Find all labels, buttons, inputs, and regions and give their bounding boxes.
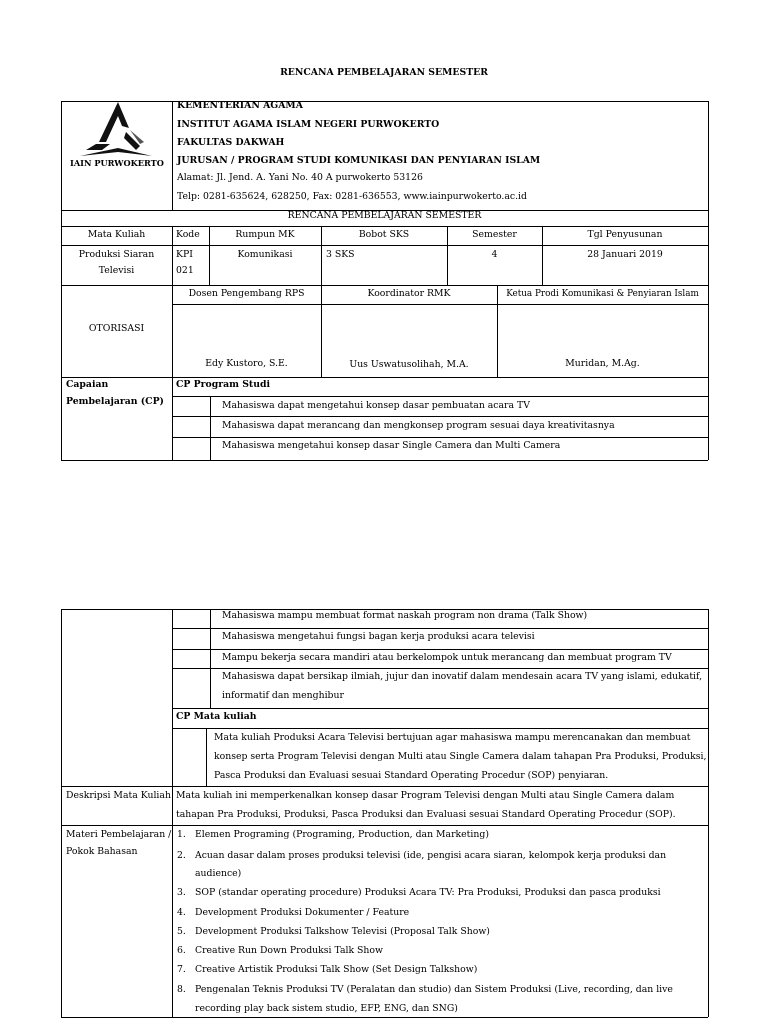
materi-item: SOP (standar operating procedure) Produksi Acara TV: Pra Produksi, Produksi dan pasca produksi xyxy=(195,887,661,898)
col-tgl: Tgl Penyusunan xyxy=(587,229,663,240)
materi-num: 6. xyxy=(177,945,186,956)
koordinator-header: Koordinator RMK xyxy=(367,288,451,299)
materi-item: Elemen Programing (Programing, Production, dan Marketing) xyxy=(195,829,489,840)
course-bobot: 3 SKS xyxy=(326,249,355,260)
course-rumpun: Komunikasi xyxy=(237,249,293,260)
header-contact: Telp: 0281-635624, 628250, Fax: 0281-636553, www.iainpurwokerto.ac.id xyxy=(177,191,527,202)
otorisasi-label: OTORISASI xyxy=(88,323,145,334)
cp-prodi-header: CP Program Studi xyxy=(176,379,271,390)
dosen-name: Edy Kustoro, S.E. xyxy=(205,358,288,369)
koordinator-name: Uus Uswatusolihah, M.A. xyxy=(349,359,469,370)
materi-num: 4. xyxy=(177,907,186,918)
materi-num: 5. xyxy=(177,926,186,937)
materi-item: Development Produksi Talkshow Televisi (Proposal Talk Show) xyxy=(195,926,490,937)
course-name-1: Produksi Siaran xyxy=(78,249,155,260)
deskripsi-line1: Mata kuliah ini memperkenalkan konsep dasar Program Televisi dengan Multi atau Single Camera dalam xyxy=(176,790,675,801)
col-mata-kuliah: Mata Kuliah xyxy=(87,229,146,240)
cp-item: Mahasiswa dapat merancang dan mengkonsep program sesuai daya kreativitasnya xyxy=(222,420,615,431)
materi-num: 2. xyxy=(177,850,186,861)
materi-item: Creative Run Down Produksi Talk Show xyxy=(195,945,383,956)
materi-num: 1. xyxy=(177,829,186,840)
course-name-2: Televisi xyxy=(98,265,135,276)
cp-label-2: Pembelajaran (CP) xyxy=(66,396,164,407)
col-kode: Kode xyxy=(176,229,200,240)
materi-item: Development Produksi Dokumenter / Feature xyxy=(195,907,410,918)
cp-label-1: Capaian xyxy=(66,379,109,390)
course-semester: 4 xyxy=(491,249,498,260)
materi-item-cont: audience) xyxy=(195,868,242,879)
iain-logo xyxy=(66,102,166,170)
header-line4: JURUSAN / PROGRAM STUDI KOMUNIKASI DAN PENYIARAN ISLAM xyxy=(177,155,541,166)
col-semester: Semester xyxy=(472,229,517,240)
materi-item: Pengenalan Teknis Produksi TV (Peralatan dan studio) dan Sistem Produksi (Live, recording, dan live xyxy=(195,984,673,995)
col-bobot: Bobot SKS xyxy=(358,229,410,240)
materi-num: 3. xyxy=(177,887,186,898)
rps-title: RENCANA PEMBELAJARAN SEMESTER xyxy=(287,210,482,221)
iain-logo-icon xyxy=(66,102,166,164)
materi-num: 8. xyxy=(177,984,186,995)
deskripsi-line2: tahapan Pra Produksi, Produksi, Pasca Produksi dan Evaluasi sesuai Standard Operating Procedur (SOP). xyxy=(176,809,676,820)
cp-mk-line1: Mata kuliah Produksi Acara Televisi bertujuan agar mahasiswa mampu merencanakan dan membuat xyxy=(214,732,691,743)
dosen-header: Dosen Pengembang RPS xyxy=(188,288,305,299)
cp-mk-header: CP Mata kuliah xyxy=(176,711,257,722)
materi-item: Acuan dasar dalam proses produksi televisi (ide, pengisi acara siaran, kelompok kerja produksi dan xyxy=(195,850,667,861)
header-address: Alamat: Jl. Jend. A. Yani No. 40 A purwokerto 53126 xyxy=(177,172,423,183)
course-kode-2: 021 xyxy=(176,265,194,276)
col-rumpun: Rumpun MK xyxy=(235,229,295,240)
cp-mk-line2: konsep serta Program Televisi dengan Multi atau Single Camera dalam tahapan Pra Produksi, Produksi, xyxy=(214,751,707,762)
cp-item: Mahasiswa mampu membuat format naskah program non drama (Talk Show) xyxy=(222,610,588,621)
header-line1: KEMENTERIAN AGAMA xyxy=(177,100,303,111)
materi-label-2: Pokok Bahasan xyxy=(66,846,138,857)
header-line3: FAKULTAS DAKWAH xyxy=(177,137,285,148)
materi-label-1: Materi Pembelajaran / xyxy=(66,829,172,840)
cp-item-sikap-2: informatif dan menghibur xyxy=(222,690,344,701)
ketua-header: Ketua Prodi Komunikasi & Penyiaran Islam xyxy=(506,289,699,299)
cp-item: Mahasiswa mengetahui konsep dasar Single Camera dan Multi Camera xyxy=(222,440,561,451)
materi-num: 7. xyxy=(177,964,186,975)
logo-label: IAIN PURWOKERTO xyxy=(70,158,164,168)
cp-item: Mampu bekerja secara mandiri atau berkelompok untuk merancang dan membuat program TV xyxy=(222,652,672,663)
page-title: RENCANA PEMBELAJARAN SEMESTER xyxy=(280,67,488,78)
ketua-name: Muridan, M.Ag. xyxy=(565,358,640,369)
course-tgl: 28 Januari 2019 xyxy=(587,249,663,260)
materi-item: Creative Artistik Produksi Talk Show (Set Design Talkshow) xyxy=(195,964,478,975)
course-kode-1: KPI xyxy=(176,249,193,260)
materi-item-cont: recording play back sistem studio, EFP, ENG, dan SNG) xyxy=(195,1003,458,1014)
cp-item-sikap-1: Mahasiswa dapat bersikap ilmiah, jujur dan inovatif dalam mendesain acara TV yang islami, edukatif, xyxy=(222,671,703,682)
cp-mk-line3: Pasca Produksi dan Evaluasi sesuai Standard Operating Procedur (SOP) penyiaran. xyxy=(214,770,609,781)
cp-item: Mahasiswa dapat mengetahui konsep dasar pembuatan acara TV xyxy=(222,400,530,411)
header-line2: INSTITUT AGAMA ISLAM NEGERI PURWOKERTO xyxy=(177,119,440,130)
deskripsi-label: Deskripsi Mata Kuliah xyxy=(66,790,171,801)
cp-item: Mahasiswa mengetahui fungsi bagan kerja produksi acara televisi xyxy=(222,631,535,642)
